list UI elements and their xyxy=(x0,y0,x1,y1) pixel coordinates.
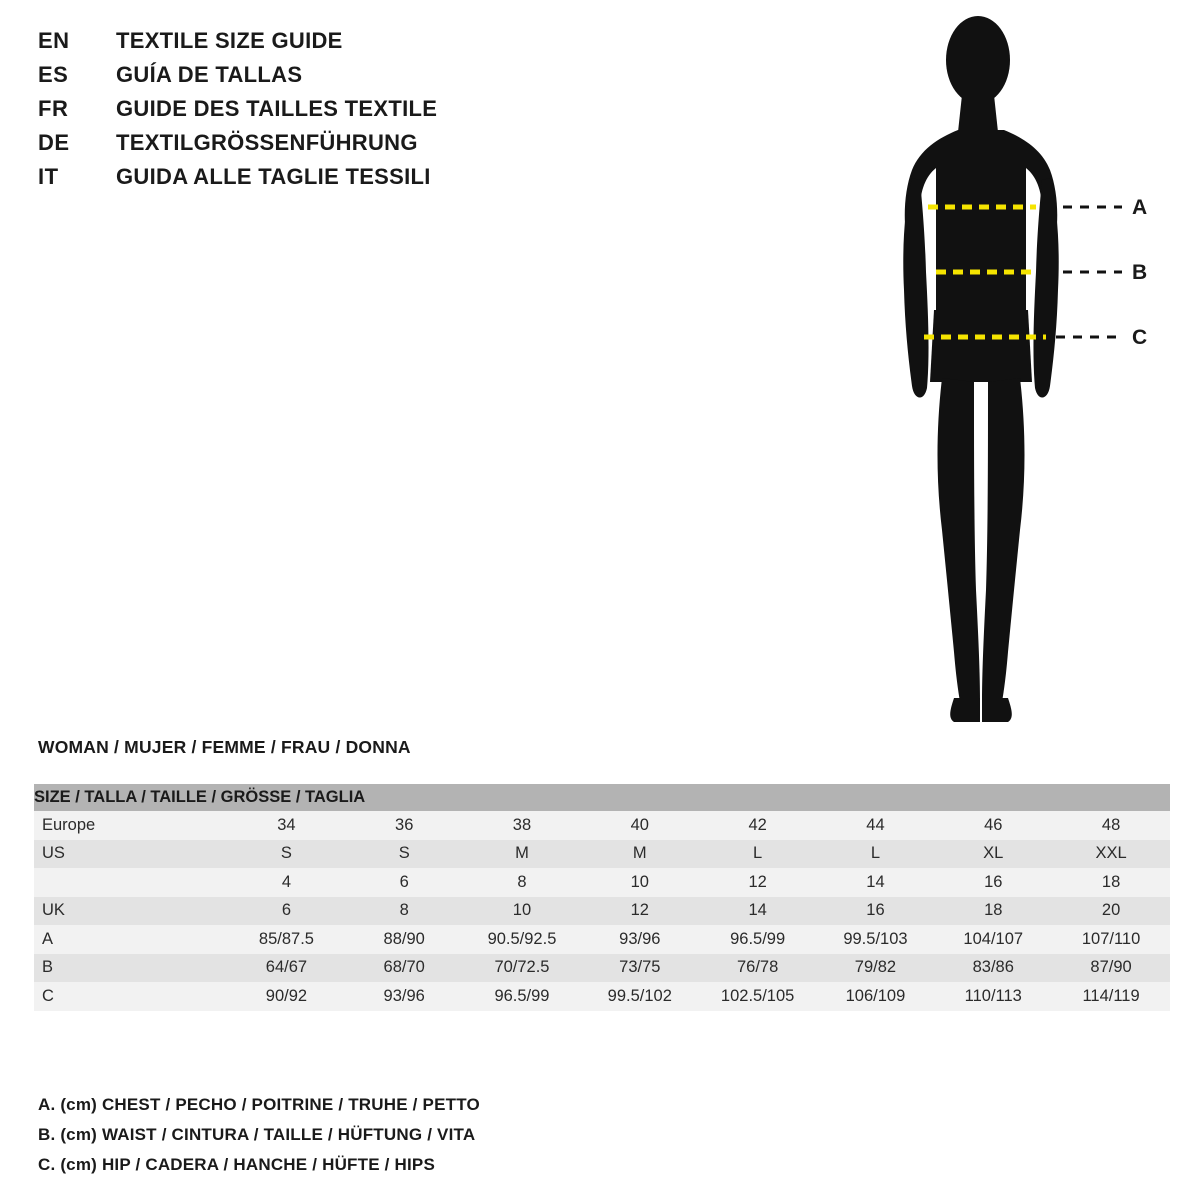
cell-c-5: 106/109 xyxy=(817,982,935,1011)
cell-a-4: 96.5/99 xyxy=(699,925,817,954)
title-text-it: GUIDA ALLE TAGLIE TESSILI xyxy=(116,164,431,189)
row-label-europe: Europe xyxy=(34,811,228,840)
row-label-a: A xyxy=(34,925,228,954)
row-label-us-numeric xyxy=(34,868,228,897)
cell-us-5: L xyxy=(817,840,935,869)
cell-c-0: 90/92 xyxy=(228,982,346,1011)
title-row-fr xyxy=(38,96,598,130)
title-lang-fr: FR xyxy=(38,96,69,121)
cell-uk-4: 14 xyxy=(699,897,817,926)
table-row xyxy=(34,982,1170,1011)
title-text-fr: GUIDE DES TAILLES TEXTILE xyxy=(116,96,438,121)
figure-area xyxy=(850,10,1190,750)
table-row xyxy=(34,868,1170,897)
cell-europe-2: 38 xyxy=(463,811,581,840)
cell-c-2: 96.5/99 xyxy=(463,982,581,1011)
title-row-it xyxy=(38,164,598,198)
cell-uk-7: 20 xyxy=(1052,897,1170,926)
cell-us-7: XXL xyxy=(1052,840,1170,869)
cell-usnum-4: 12 xyxy=(699,868,817,897)
cell-us-3: M xyxy=(581,840,699,869)
cell-us-1: S xyxy=(345,840,463,869)
marker-label-b: B xyxy=(1132,261,1148,284)
cell-europe-3: 40 xyxy=(581,811,699,840)
table-row xyxy=(34,954,1170,983)
title-block xyxy=(38,28,598,198)
row-label-b: B xyxy=(34,954,228,983)
cell-c-1: 93/96 xyxy=(345,982,463,1011)
cell-europe-0: 34 xyxy=(228,811,346,840)
cell-b-4: 76/78 xyxy=(699,954,817,983)
size-table xyxy=(34,784,1170,1011)
table-row xyxy=(34,840,1170,869)
legend-line-b: B. (cm) WAIST / CINTURA / TAILLE / HÜFTUNG / VITA xyxy=(38,1125,476,1144)
cell-europe-5: 44 xyxy=(817,811,935,840)
cell-c-7: 114/119 xyxy=(1052,982,1170,1011)
woman-silhouette-icon xyxy=(850,10,1190,750)
title-text-de: TEXTILGRÖSSENFÜHRUNG xyxy=(116,130,418,155)
cell-uk-3: 12 xyxy=(581,897,699,926)
cell-usnum-2: 8 xyxy=(463,868,581,897)
cell-a-5: 99.5/103 xyxy=(817,925,935,954)
category-heading: WOMAN / MUJER / FEMME / FRAU / DONNA xyxy=(38,737,411,757)
cell-usnum-0: 4 xyxy=(228,868,346,897)
legend-line-c: C. (cm) HIP / CADERA / HANCHE / HÜFTE / HIPS xyxy=(38,1155,436,1174)
row-label-us: US xyxy=(34,840,228,869)
row-label-c: C xyxy=(34,982,228,1011)
table-row xyxy=(34,897,1170,926)
cell-a-6: 104/107 xyxy=(934,925,1052,954)
cell-b-7: 87/90 xyxy=(1052,954,1170,983)
title-lang-en: EN xyxy=(38,28,70,53)
cell-us-6: XL xyxy=(934,840,1052,869)
cell-uk-1: 8 xyxy=(345,897,463,926)
cell-usnum-6: 16 xyxy=(934,868,1052,897)
cell-us-4: L xyxy=(699,840,817,869)
cell-uk-6: 18 xyxy=(934,897,1052,926)
cell-europe-7: 48 xyxy=(1052,811,1170,840)
cell-usnum-3: 10 xyxy=(581,868,699,897)
table-header-label: SIZE / TALLA / TAILLE / GRÖSSE / TAGLIA xyxy=(34,784,1170,811)
title-text-en: TEXTILE SIZE GUIDE xyxy=(116,28,343,53)
cell-europe-4: 42 xyxy=(699,811,817,840)
cell-a-3: 93/96 xyxy=(581,925,699,954)
cell-c-3: 99.5/102 xyxy=(581,982,699,1011)
title-lang-es: ES xyxy=(38,62,69,87)
cell-b-1: 68/70 xyxy=(345,954,463,983)
cell-europe-1: 36 xyxy=(345,811,463,840)
cell-usnum-1: 6 xyxy=(345,868,463,897)
cell-uk-0: 6 xyxy=(228,897,346,926)
cell-a-2: 90.5/92.5 xyxy=(463,925,581,954)
table-row xyxy=(34,811,1170,840)
cell-b-3: 73/75 xyxy=(581,954,699,983)
cell-usnum-5: 14 xyxy=(817,868,935,897)
cell-b-5: 79/82 xyxy=(817,954,935,983)
cell-a-0: 85/87.5 xyxy=(228,925,346,954)
cell-us-0: S xyxy=(228,840,346,869)
title-lang-it: IT xyxy=(38,164,59,189)
table-row xyxy=(34,925,1170,954)
row-label-uk: UK xyxy=(34,897,228,926)
marker-label-a: A xyxy=(1132,196,1148,219)
cell-europe-6: 46 xyxy=(934,811,1052,840)
title-row-es xyxy=(38,62,598,96)
title-row-de xyxy=(38,130,598,164)
title-lang-de: DE xyxy=(38,130,70,155)
legend xyxy=(38,1090,738,1180)
cell-b-2: 70/72.5 xyxy=(463,954,581,983)
cell-uk-2: 10 xyxy=(463,897,581,926)
title-row-en xyxy=(38,28,598,62)
cell-a-1: 88/90 xyxy=(345,925,463,954)
cell-a-7: 107/110 xyxy=(1052,925,1170,954)
table-header-row xyxy=(34,784,1170,811)
cell-c-6: 110/113 xyxy=(934,982,1052,1011)
cell-c-4: 102.5/105 xyxy=(699,982,817,1011)
cell-b-0: 64/67 xyxy=(228,954,346,983)
cell-b-6: 83/86 xyxy=(934,954,1052,983)
title-text-es: GUÍA DE TALLAS xyxy=(116,62,303,87)
cell-uk-5: 16 xyxy=(817,897,935,926)
cell-usnum-7: 18 xyxy=(1052,868,1170,897)
cell-us-2: M xyxy=(463,840,581,869)
marker-label-c: C xyxy=(1132,326,1148,349)
legend-line-a: A. (cm) CHEST / PECHO / POITRINE / TRUHE / PETTO xyxy=(38,1095,480,1114)
